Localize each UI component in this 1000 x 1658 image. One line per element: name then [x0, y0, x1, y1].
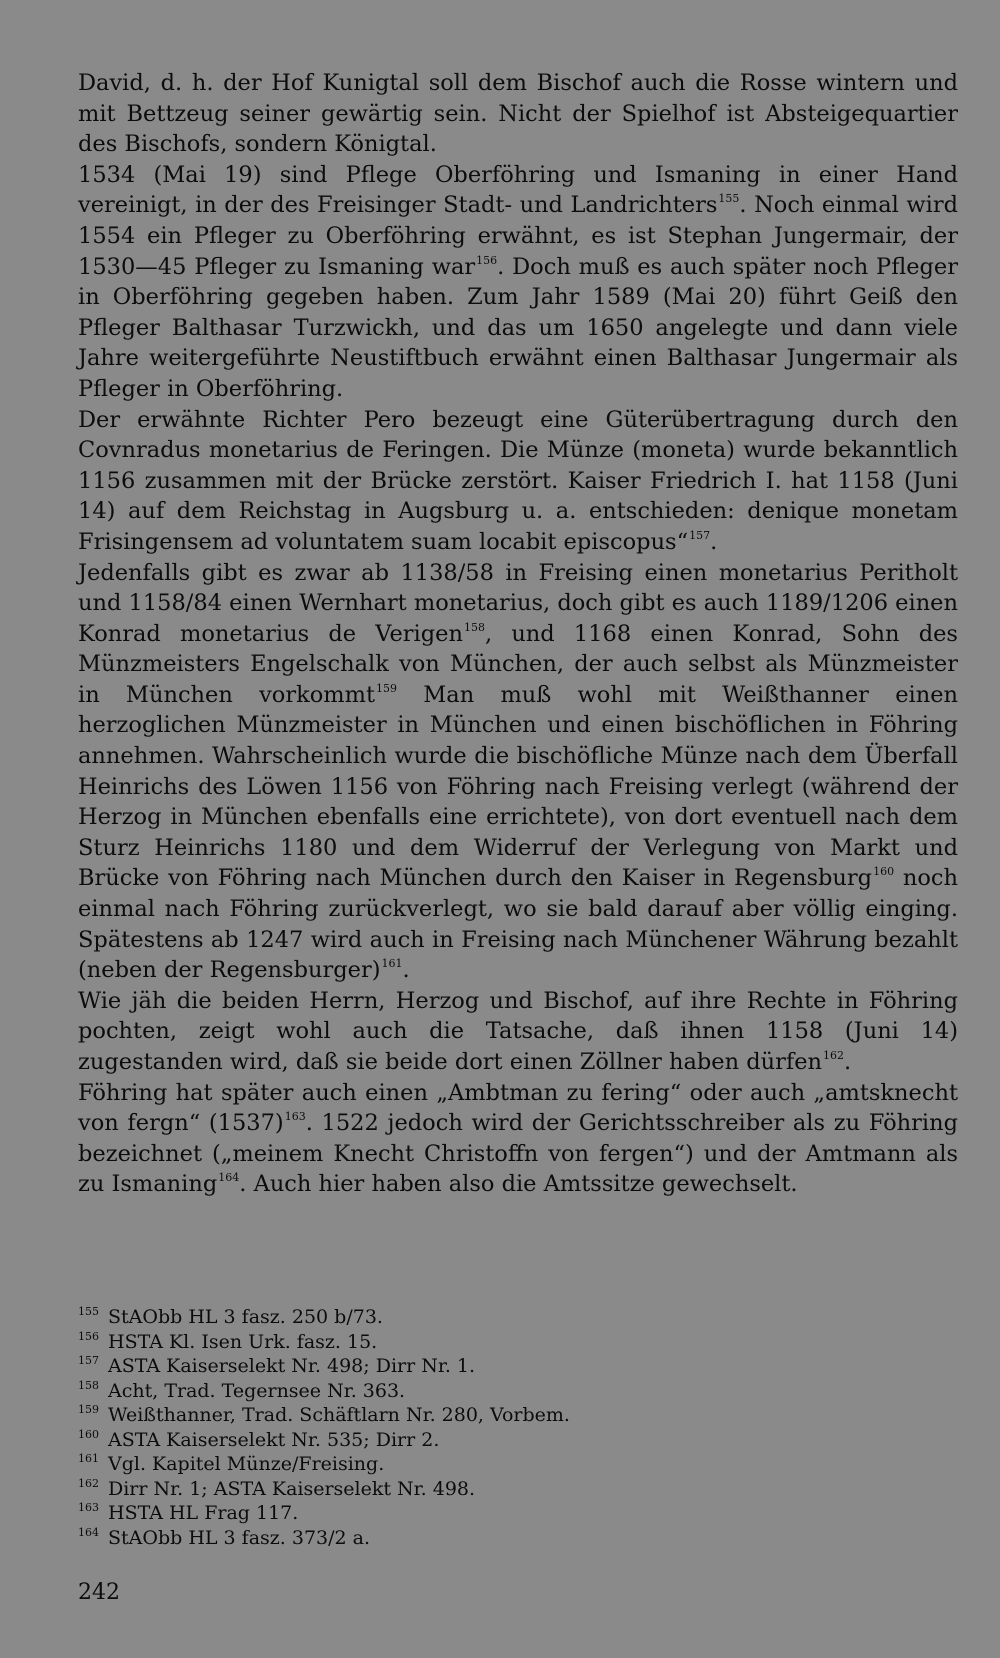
text-run: David, d. h. der Hof Kunigtal soll dem Bischof auch die Rosse wintern und mit Bettzeug seiner gewärtig sein. Nicht der Spielhof ist Absteigequartier des Bischofs, sondern Königtal. — [78, 70, 958, 158]
footnote-marker: 162 — [823, 1049, 845, 1062]
footnote-marker: 159 — [376, 681, 398, 695]
footnote-text: HSTA HL Frag 117. — [108, 1502, 299, 1524]
footnote-text: Acht, Trad. Tegernsee Nr. 363. — [108, 1379, 406, 1402]
footnote-number: 162 — [78, 1476, 99, 1490]
footnote-text: HSTA Kl. Isen Urk. fasz. 15. — [108, 1330, 378, 1353]
footnote-number: 157 — [78, 1354, 99, 1367]
text-run: . — [844, 1049, 852, 1075]
text-run: . Doch muß es auch später noch Pfleger in Oberföhring gegeben haben. Zum Jahr 1589 (Mai 20) führt Geiß den Pfleger Balthasar Turzwickh, und das um 1650 angelegte und dann viele Jahre weitergeführte Neustiftbuch erwähnt einen Balthasar Jungermair als Pfleger in Oberföhring. — [78, 253, 958, 402]
text-run: Man muß wohl mit Weißthanner einen herzoglichen Münzmeister in München und einen bischöflichen in Föhring annehmen. Wahrscheinlich wurde die bischöfliche Münze nach dem Überfall Heinrichs des Löwen 1156 von Föhring nach Freising verlegt (während der Herzog in München ebenfalls eine errichtete), von dort eventuell nach dem Sturz Heinrichs 1180 und dem Widerruf der Verlegung von Markt und Brücke von Föhring nach München durch den Kaiser in Regensburg — [78, 681, 958, 892]
footnote — [78, 1428, 958, 1453]
footnote-marker: 160 — [873, 865, 895, 879]
paragraph — [78, 1078, 958, 1200]
paragraph — [78, 405, 958, 558]
text-run: Der erwähnte Richter Pero bezeugt eine Güterübertragung durch den Covnradus monetarius de Feringen. Die Münze (moneta) wurde bekanntlich 1156 zusammen mit der Brücke zerstört. Kaiser Friedrich I. hat 1158 (Juni 14) auf dem Reichstag in Augsburg u. a. entschieden: denique monetam Frisingensem ad voluntatem suam locabit episcopus“ — [78, 406, 958, 555]
footnote — [78, 1305, 958, 1330]
text-run: . 1522 jedoch wird der Gerichtsschreiber als zu Föhring bezeichnet („meinem Knecht Christoffn von fergen“) und der Amtmann als zu Ismaning — [78, 1110, 958, 1198]
footnote-number: 163 — [78, 1501, 99, 1514]
footnote-text: StAObb HL 3 fasz. 373/2 a. — [108, 1526, 371, 1549]
footnote-text: StAObb HL 3 fasz. 250 b/73. — [108, 1306, 383, 1328]
footnote-number: 156 — [78, 1329, 99, 1343]
footnote-text: Dirr Nr. 1; ASTA Kaiserselekt Nr. 498. — [108, 1477, 476, 1500]
footnote-number: 158 — [78, 1378, 99, 1392]
footnote — [78, 1452, 958, 1477]
text-run: noch einmal nach Föhring zurückverlegt, wo sie bald darauf aber völlig einging. Spätestens ab 1247 wird auch in Freising nach Münchener Währung bezahlt (neben der Regensburger) — [78, 865, 958, 984]
footnote-number: 161 — [78, 1452, 99, 1465]
footnote — [78, 1477, 958, 1502]
paragraph — [78, 986, 958, 1078]
footnote-marker: 155 — [718, 192, 740, 206]
footnote-text: ASTA Kaiserselekt Nr. 535; Dirr 2. — [108, 1428, 440, 1451]
footnote — [78, 1354, 958, 1379]
text-run: . Noch einmal wird 1554 ein Pfleger zu Oberföhring erwähnt, es ist Stephan Jungermair, der 1530—45 Pfleger zu Ismaning war — [78, 192, 958, 280]
paragraph — [78, 68, 958, 160]
footnote-text: ASTA Kaiserselekt Nr. 498; Dirr Nr. 1. — [108, 1355, 476, 1377]
text-run: . — [710, 528, 718, 555]
footnote — [78, 1403, 958, 1428]
footnote-text: Weißthanner, Trad. Schäftlarn Nr. 280, Vorbem. — [108, 1404, 570, 1426]
footnote — [78, 1379, 958, 1404]
footnote — [78, 1501, 958, 1526]
text-run: . — [402, 957, 410, 984]
text-run: Föhring hat später auch einen „Ambtman zu fering“ oder auch „amtsknecht von fergn“ (1537) — [78, 1079, 958, 1137]
paragraph — [78, 160, 958, 405]
footnote-text: Vgl. Kapitel Münze/Freising. — [108, 1453, 385, 1475]
body-text — [78, 68, 958, 1200]
paragraph — [78, 558, 958, 986]
footnote-number: 159 — [78, 1403, 99, 1416]
footnotes — [78, 1305, 958, 1550]
text-run: 1534 (Mai 19) sind Pflege Oberföhring und Ismaning in einer Hand vereinigt, in der des Freisinger Stadt- und Landrichters — [78, 161, 958, 219]
text-run: Wie jäh die beiden Herrn, Herzog und Bischof, auf ihre Rechte in Föhring pochten, zeigt wohl auch die Tatsache, daß ihnen 1158 (Juni 14) zugestanden wird, daß sie beide dort einen Zöllner haben dürfen — [78, 987, 958, 1075]
footnote-number: 160 — [78, 1427, 99, 1441]
footnote-marker: 156 — [476, 253, 498, 267]
footnote-marker: 158 — [463, 620, 485, 634]
footnote-marker: 157 — [689, 528, 711, 542]
text-run: . Auch hier haben also die Amtssitze gewechselt. — [239, 1171, 798, 1198]
footnote — [78, 1330, 958, 1355]
footnote — [78, 1526, 958, 1551]
footnote-marker: 161 — [381, 957, 403, 971]
text-run: , und 1168 einen Konrad, Sohn des Münzmeisters Engelschalk von München, der auch selbst als Münzmeister in München vorkommt — [78, 620, 958, 708]
footnote-number: 155 — [78, 1305, 99, 1318]
footnote-marker: 164 — [218, 1171, 240, 1185]
footnote-marker: 163 — [284, 1110, 306, 1124]
text-run: Jedenfalls gibt es zwar ab 1138/58 in Freising einen monetarius Peritholt und 1158/84 einen Wernhart monetarius, doch gibt es auch 1189/1206 einen Konrad monetarius de Verigen — [78, 559, 958, 647]
footnote-number: 164 — [78, 1525, 99, 1539]
page-number: 242 — [78, 1580, 120, 1605]
